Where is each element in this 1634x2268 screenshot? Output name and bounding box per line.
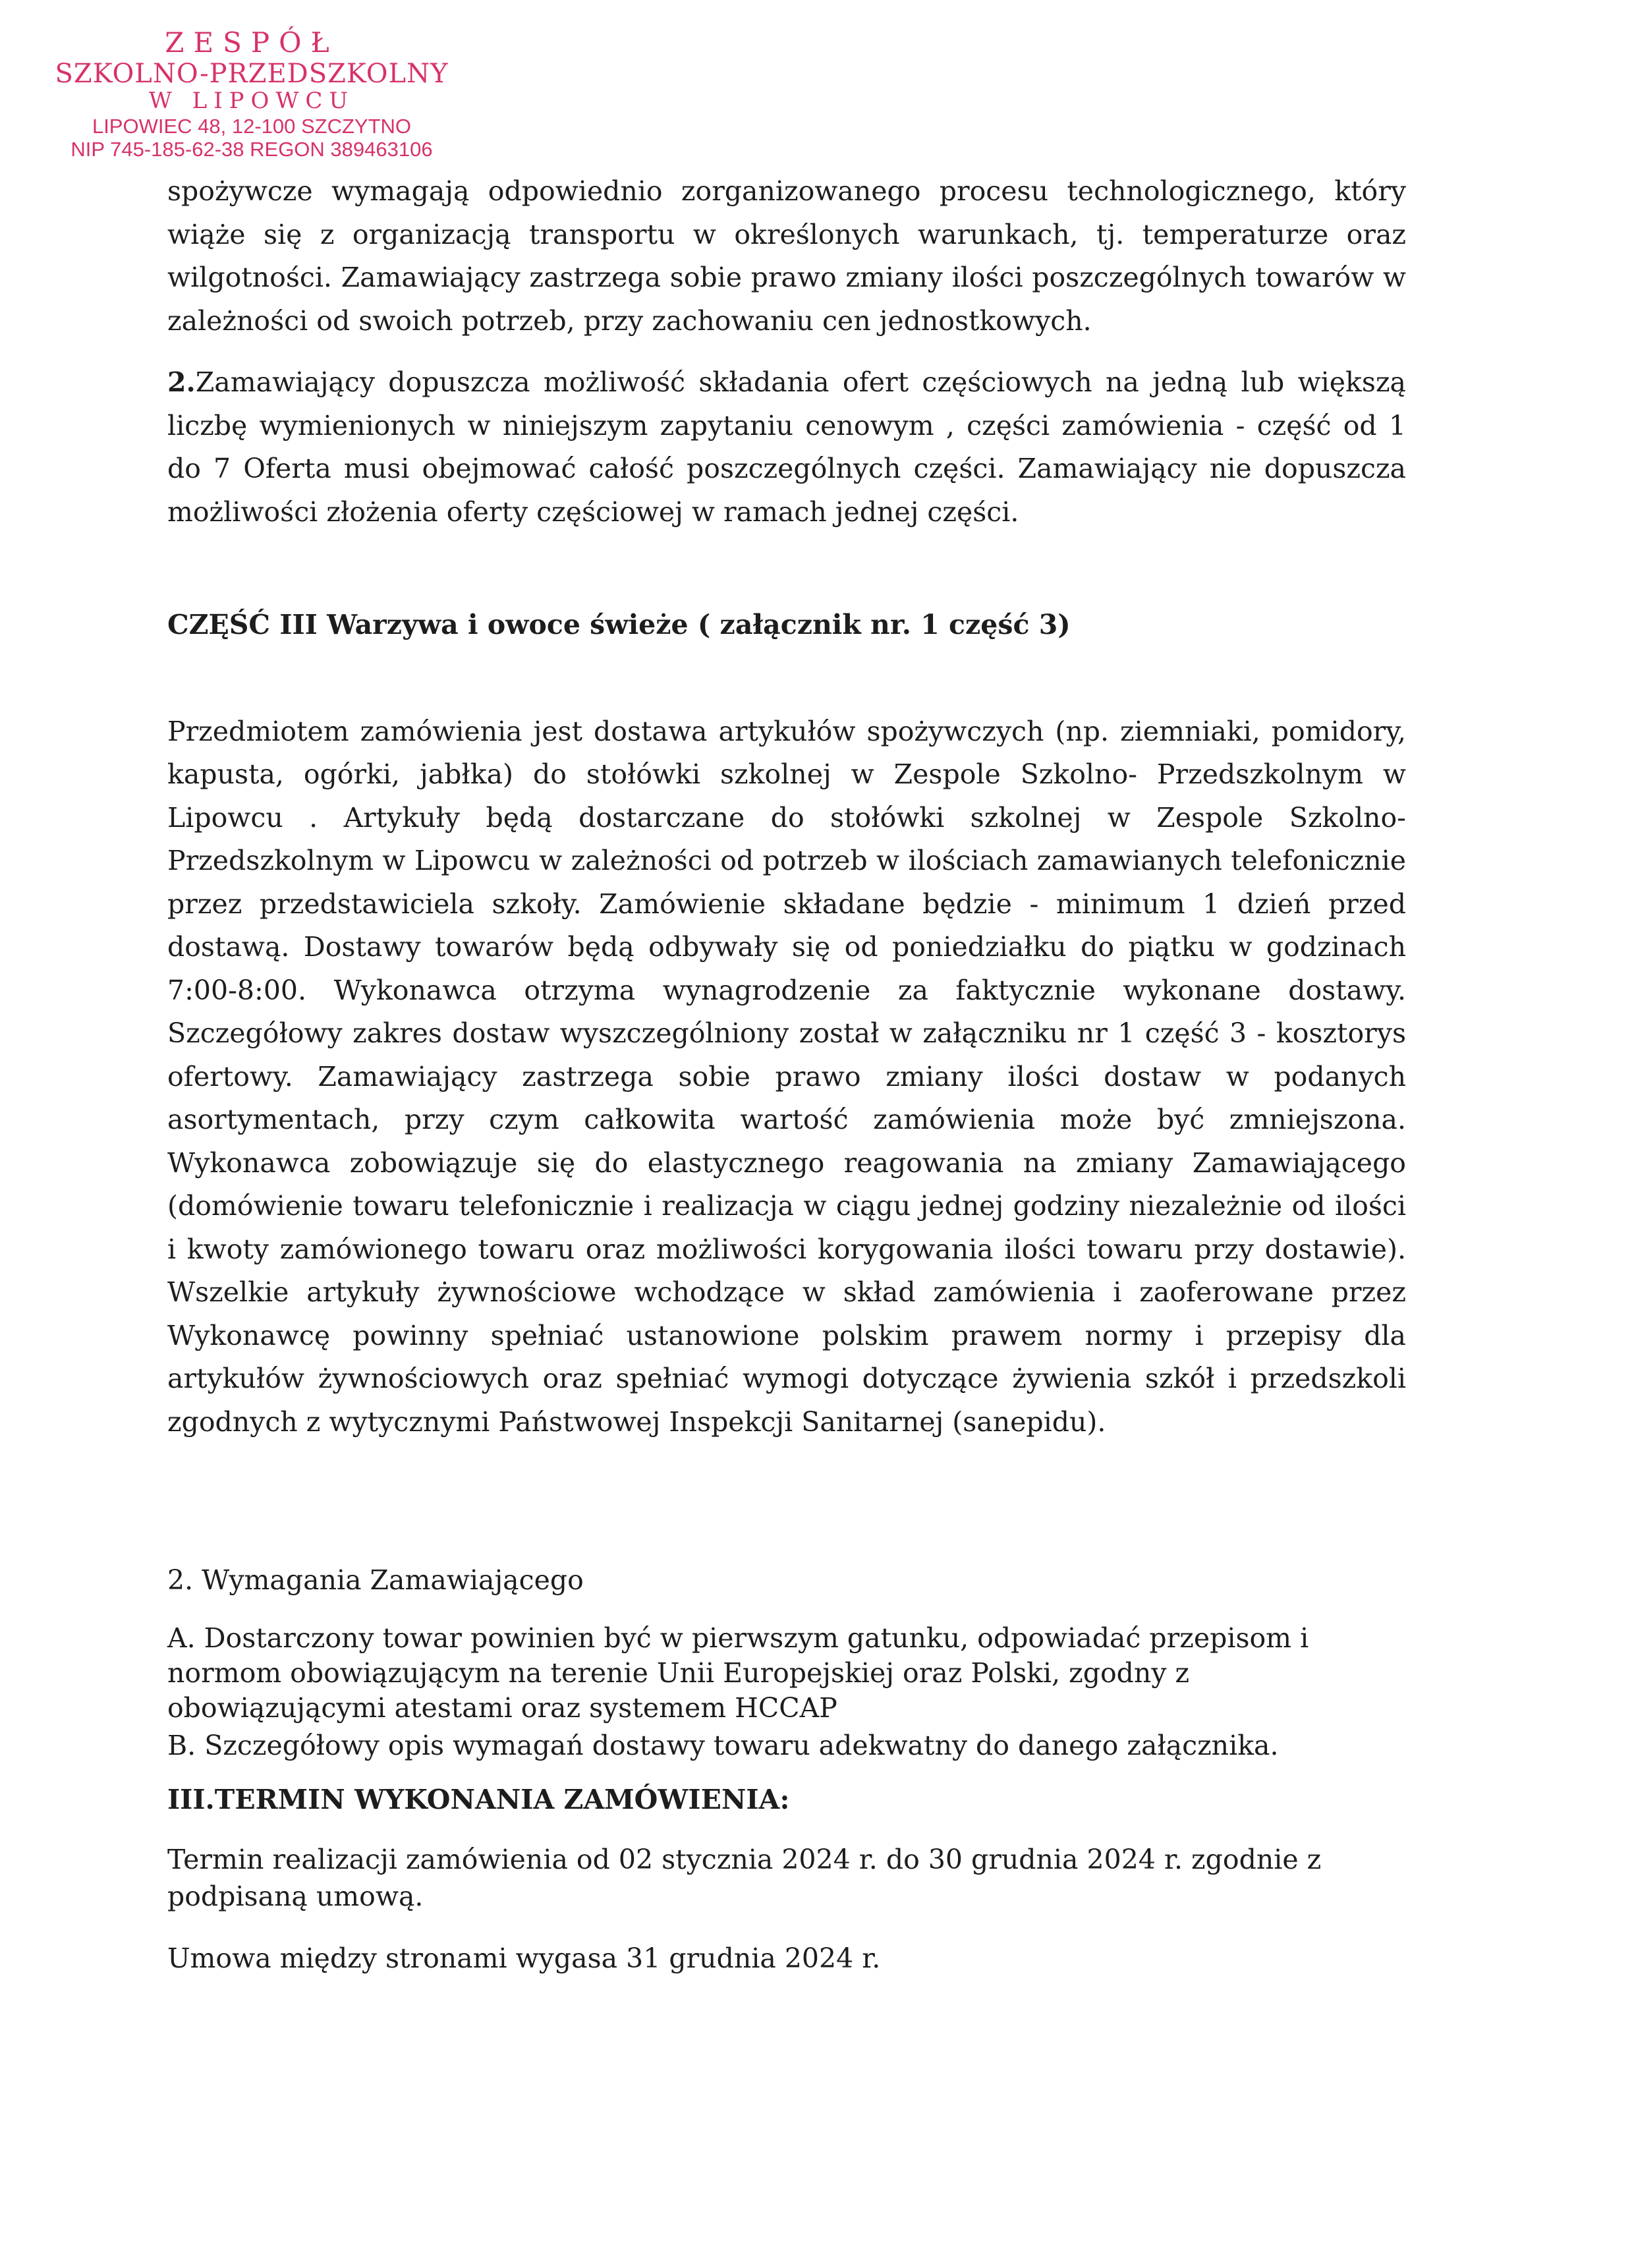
paragraph-partial-offers bbox=[167, 361, 1406, 534]
requirement-b: B. Szczegółowy opis wymagań dostawy towaru adekwatny do danego załącznika. bbox=[167, 1729, 1279, 1761]
requirements-heading: 2. Wymagania Zamawiającego bbox=[167, 1564, 584, 1596]
contract-expiry-text: Umowa między stronami wygasa 31 grudnia 2024 r. bbox=[167, 1942, 881, 1974]
stamp-line-1: ZESPÓŁ bbox=[165, 26, 339, 59]
stamp-line-2: SZKOLNO-PRZEDSZKOLNY bbox=[55, 59, 449, 89]
stamp-nip-regon: NIP 745-185-62-38 REGON 389463106 bbox=[70, 138, 433, 161]
term-text: Termin realizacji zamówienia od 02 stycznia 2024 r. do 30 grudnia 2024 r. zgodnie z podpisaną umową. bbox=[167, 1844, 1322, 1912]
paragraph-intro: spożywcze wymagają odpowiednio zorganizowanego procesu technologicznego, który wiąże się z organizacją transportu w określonych warunkach, tj. temperaturze oraz wilgotności. Zamawiający zastrzega sobie prawo zmiany ilości poszczególnych towarów w zależności od swoich potrzeb, przy zachowaniu cen jednostkowych. bbox=[167, 175, 1406, 337]
stamp-address: LIPOWIEC 48, 12-100 SZCZYTNO bbox=[92, 115, 412, 138]
requirement-a: A. Dostarczony towar powinien być w pierwszym gatunku, odpowiadać przepisom i normom obowiązującym na terenie Unii Europejskiej oraz Polski, zgodny z obowiązującymi atestami oraz systemem HCCAP bbox=[167, 1622, 1309, 1724]
school-stamp bbox=[54, 26, 449, 162]
stamp-line-3: W LIPOWCU bbox=[148, 88, 355, 114]
paragraph-partial-offers-text: Zamawiający dopuszcza możliwość składania ofert częściowych na jedną lub większą liczbę wymienionych w niniejszym zapytaniu cenowym , części zamówienia - część od 1 do 7 Oferta musi obejmować całość poszczególnych części. Zamawiający nie dopuszcza możliwości złożenia oferty częściowej w ramach jednej części. bbox=[167, 366, 1406, 528]
section-heading: CZĘŚĆ III Warzywa i owoce świeże ( załącznik nr. 1 część 3) bbox=[167, 609, 1071, 640]
paragraph-number: 2. bbox=[167, 366, 196, 398]
term-heading: III.TERMIN WYKONANIA ZAMÓWIENIA: bbox=[167, 1783, 790, 1815]
paragraph-order-description: Przedmiotem zamówienia jest dostawa artykułów spożywczych (np. ziemniaki, pomidory, kapusta, ogórki, jabłka) do stołówki szkolnej w Zespole Szkolno- Przedszkolnym w Lipowcu . Artykuły będą dostarczane do stołówki szkolnej w Zespole Szkolno-Przedszkolnym w Lipowcu w zależności od potrzeb w ilościach zamawianych telefonicznie przez przedstawiciela szkoły. Zamówienie składane będzie - minimum 1 dzień przed dostawą. Dostawy towarów będą odbywały się od poniedziałku do piątku w godzinach 7:00-8:00. Wykonawca otrzyma wynagrodzenie za faktycznie wykonane dostawy. Szczegółowy zakres dostaw wyszczególniony został w załączniku nr 1 część 3 - kosztorys ofertowy. Zamawiający zastrzega sobie prawo zmiany ilości dostaw w podanych asortymentach, przy czym całkowita wartość zamówienia może być zmniejszona. Wykonawca zobowiązuje się do elastycznego reagowania na zmiany Zamawiającego (domówienie towaru telefonicznie i realizacja w ciągu jednej godziny niezależnie od ilości i kwoty zamówionego towaru oraz możliwości korygowania ilości towaru przy dostawie). Wszelkie artykuły żywnościowe wchodzące w skład zamówienia i zaoferowane przez Wykonawcę powinny spełniać ustanowione polskim prawem normy i przepisy dla artykułów żywnościowych oraz spełniać wymogi dotyczące żywienia szkół i przedszkoli zgodnych z wytycznymi Państwowej Inspekcji Sanitarnej (sanepidu). bbox=[167, 715, 1406, 1438]
document-body bbox=[167, 170, 1406, 1981]
